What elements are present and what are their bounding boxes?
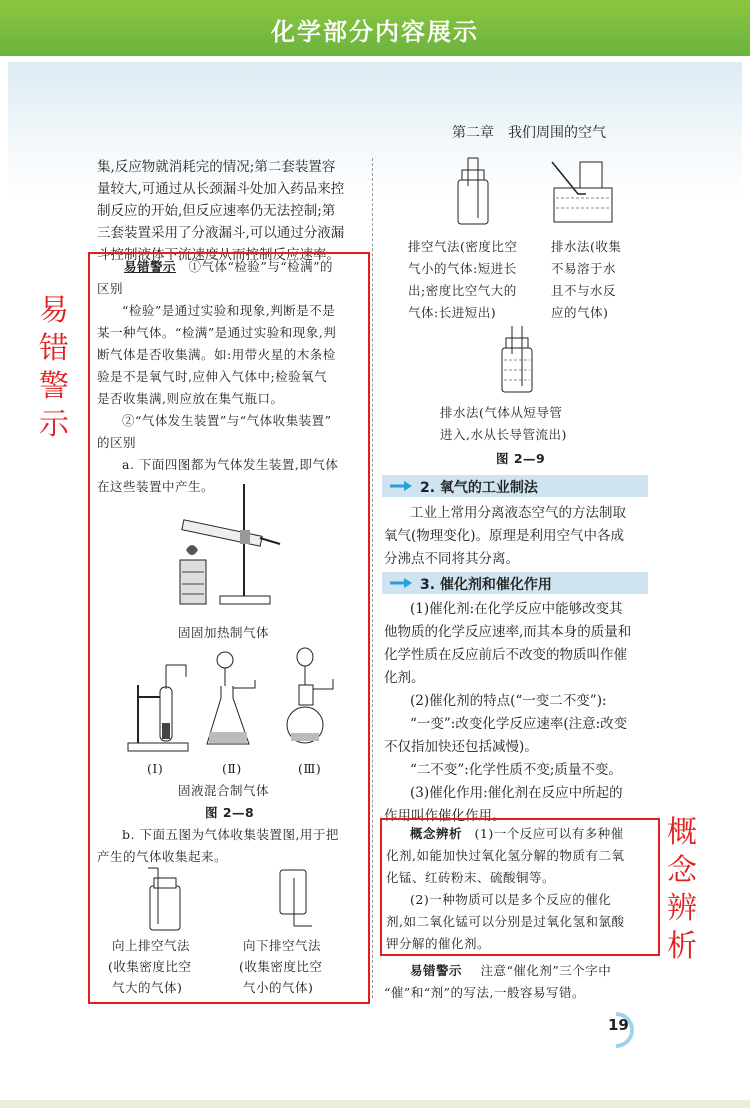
exhaust-collection-figure [448,156,498,226]
intro-line: 斗控制液体下流速度从而控制反应速率。 [97,247,340,263]
sec3-line: 他物质的化学反应速率,而其本身的质量和 [384,624,632,640]
sec3-line: “一变”:改变化学反应速率(注意:改变 [410,716,628,732]
header-banner [0,0,750,56]
warning-line: 断气体是否收集满。如:用带火星的木条检 [97,347,336,362]
side-label-mistake [36,292,72,444]
side-label-text: 易错警示 [39,293,69,442]
figure-2-9-caption: 图 2—9 [496,451,546,466]
warning-line: 某一种气体。“检满”是通过实验和现象,判 [97,325,337,340]
water-line: 排水法(收集 [551,239,622,254]
water-bottle-figure [492,324,542,394]
warning2-text: 注意“催化剂”三个字中 [480,963,612,978]
warning-line: ②“气体发生装置”与“气体收集装置” [122,413,332,428]
b-line: 产生的气体收集起来。 [97,849,228,864]
arrow-icon [388,478,416,494]
apparatus-i-figure [124,645,194,755]
label-apparatus-i: (Ⅰ) [147,761,164,776]
water2-line: 排水法(气体从短导管 [440,405,563,420]
sec3-line: 作用叫作催化作用。 [384,808,506,824]
sec3-line: (3)催化作用:催化剂在反应中所起的 [410,785,623,801]
exhaust-line: 气小的气体:短进长 [408,261,517,276]
arrow-icon [388,575,416,591]
sec3-line: 化剂。 [384,670,425,686]
apparatus-ii-figure [203,648,263,752]
warning-line: “检验”是通过实验和现象,判断是不是 [122,303,336,318]
warning-line: 在这些装置中产生。 [97,479,215,494]
warning-text: ①气体“检验”与“检满”的 [188,259,334,274]
solid-heating-apparatus-figure [172,480,292,610]
warning-tag: 易错警示 [124,259,177,274]
sec3-line: “二不变”:化学性质不变;质量不变。 [410,762,622,778]
sec3-line: (2)催化剂的特点(“一变二不变”): [410,693,607,709]
section-oxygen-industrial [382,475,648,497]
section-title: 2. 氧气的工业制法 [420,480,538,496]
sec3-line: (1)催化剂:在化学反应中能够改变其 [410,601,623,617]
intro-line: 三套装置采用了分液漏斗,可以通过分液漏 [97,225,345,241]
sec3-line: 化学性质在反应前后不改变的物质叫作催 [384,647,627,663]
label-apparatus-ii: (Ⅱ) [222,761,242,776]
section-title: 3. 催化剂和催化作用 [420,577,552,593]
exhaust-line: 排空气法(密度比空 [408,239,518,254]
water-line: 应的气体) [551,305,609,320]
page-number: 19 [608,1016,629,1034]
sec2-line: 氧气(物理变化)。原理是利用空气中各成 [384,528,625,544]
intro-line: 制反应的开始,但反应速率仍无法控制;第 [97,203,336,219]
caption-solid-liquid: 固液混合制气体 [178,783,270,798]
warning-line: 区别 [97,281,124,296]
concept-line: 化锰、红砖粉末、硫酸铜等。 [386,870,556,885]
concept-line: 剂,如二氧化锰可以分别是过氧化氢和氯酸 [386,914,625,929]
warning-line: 的区别 [97,435,137,450]
collect-up-line: 向上排空气法 [112,938,191,953]
exhaust-line: 出;密度比空气大的 [408,283,517,298]
chapter-title: 第二章 我们周围的空气 [452,125,606,141]
collect-down-line: 气小的气体) [243,980,314,995]
concept-text: (1)一个反应可以有多种催 [474,826,624,841]
bottom-strip [0,1100,750,1108]
water2-line: 进入,水从长导管流出) [440,427,567,442]
collect-up-line: (收集密度比空 [108,959,192,974]
side-label-concept [664,814,700,966]
concept-line: 钾分解的催化剂。 [386,936,491,951]
section-catalyst [382,572,648,594]
label-apparatus-iii: (Ⅲ) [298,761,322,776]
warning-line: 是否收集满,则应放在集气瓶口。 [97,391,284,406]
sec3-line: 不仅指加快还包括减慢)。 [384,739,538,755]
b-line: b. 下面五图为气体收集装置图,用于把 [122,827,339,842]
intro-line: 量较大,可通过从长颈漏斗处加入药品来控 [97,181,345,197]
concept-line: (2)一种物质可以是多个反应的催化 [410,892,612,907]
collect-down-line: (收集密度比空 [239,959,323,974]
banner-title: 化学部分内容展示 [271,18,479,46]
apparatus-iii-figure [283,643,343,753]
warning2-tag: 易错警示 [410,963,463,978]
exhaust-line: 气体:长进短出) [408,305,497,320]
caption-solid-heating: 固固加热制气体 [178,625,270,640]
warning2-line: “催”和“剂”的写法,一般容易写错。 [384,985,586,1000]
sec2-line: 分沸点不同将其分离。 [384,551,519,567]
upward-air-collection-figure [140,866,190,932]
figure-2-8-caption: 图 2—8 [205,805,255,820]
concept-line: 化剂,如能加快过氧化氢分解的物质有二氧 [386,848,625,863]
collect-up-line: 气大的气体) [112,980,183,995]
intro-line: 集,反应物就消耗完的情况;第二套装置容 [97,159,336,175]
warning-line: a. 下面四图都为气体发生装置,即气体 [122,457,339,472]
downward-air-collection-figure [272,866,322,932]
collect-down-line: 向下排空气法 [243,938,322,953]
column-divider [372,158,373,998]
concept-tag: 概念辨析 [410,826,463,841]
water-line: 且不与水反 [551,283,617,298]
side-label-text: 概念辨析 [667,815,697,964]
water-displacement-figure [548,158,618,226]
water-line: 不易溶于水 [551,261,617,276]
sec2-line: 工业上常用分离液态空气的方法制取 [410,505,626,521]
warning-line: 验是不是氧气时,应伸入气体中;检验氧气 [97,369,328,384]
